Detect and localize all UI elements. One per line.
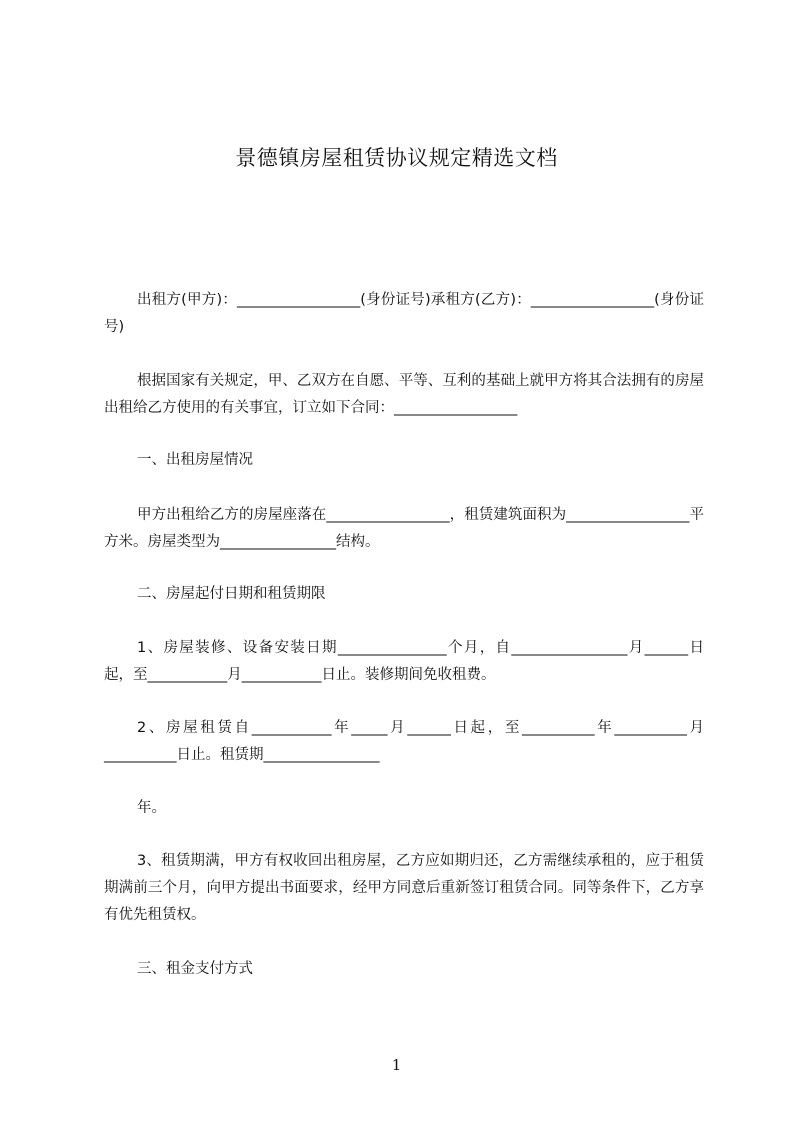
parties-paragraph: 出租方(甲方)：_________________(身份证号)承租方(乙方)：_________________(身份证号) bbox=[104, 292, 704, 335]
document-title: 景德镇房屋租赁协议规定精选文档 bbox=[235, 146, 558, 170]
preamble-paragraph: 根据国家有关规定，甲、乙双方在自愿、平等、互利的基础上就甲方将其合法拥有的房屋出租给乙方使用的有关事宜，订立如下合同：_________________ bbox=[104, 373, 704, 416]
section-2-heading: 二、房屋起付日期和租赁期限 bbox=[137, 586, 326, 602]
page-number: 1 bbox=[391, 1056, 402, 1074]
section-1-heading: 一、出租房屋情况 bbox=[137, 452, 253, 468]
clause-1: 1、房屋装修、设备安装日期_______________个月，自________________月______日起，至___________月___________日止。装修期间免收租费。 bbox=[104, 640, 704, 683]
clause-2: 2、房屋租赁自___________年_____月______日起，至__________年__________月__________日止。租赁期________________ bbox=[104, 720, 704, 763]
section-1-body: 甲方出租给乙方的房屋座落在_________________，租赁建筑面积为_________________平方米。房屋类型为________________结构。 bbox=[104, 507, 704, 550]
clause-3: 3、租赁期满，甲方有权收回出租房屋，乙方应如期归还，乙方需继续承租的，应于租赁期满前三个月，向甲方提出书面要求，经甲方同意后重新签订租赁合同。同等条件下，乙方享有优先租赁权。 bbox=[104, 853, 704, 923]
clause-2-tail: 年。 bbox=[137, 800, 166, 816]
section-3-heading: 三、租金支付方式 bbox=[137, 961, 253, 977]
